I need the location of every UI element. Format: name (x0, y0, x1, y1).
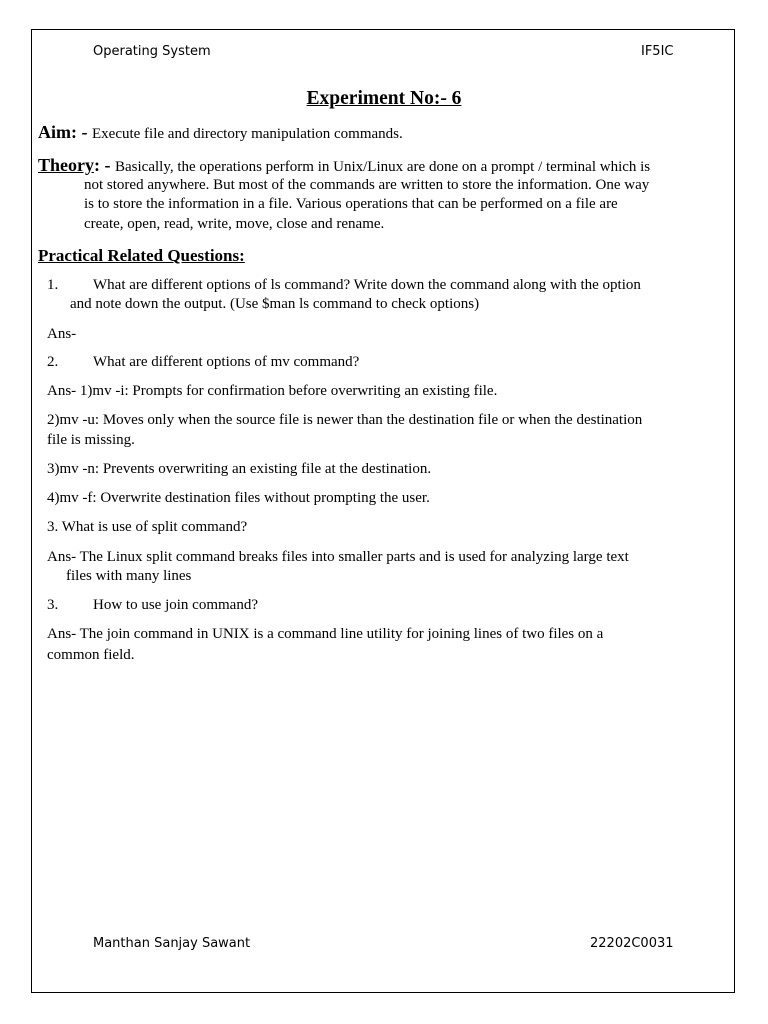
aim-paragraph (38, 123, 403, 145)
q3-text: 3. What is use of split command? (47, 519, 248, 535)
section-heading: Practical Related Questions: (38, 246, 245, 265)
q4-answer-line-1: Ans- The join command in UNIX is a command line utility for joining lines of two files on a (47, 626, 604, 642)
theory-line-1 (38, 156, 650, 178)
footer-student-name: Manthan Sanjay Sawant (93, 936, 251, 951)
q4-answer-line-2: common field. (47, 647, 135, 663)
q2-answer-4: 4)mv -f: Overwrite destination files without prompting the user. (47, 490, 430, 506)
theory-text-4: create, open, read, write, move, close and rename. (84, 216, 385, 232)
aim-dash: - (77, 122, 92, 142)
header-subject: Operating System (93, 44, 211, 59)
page-title: Experiment No:- 6 (306, 88, 462, 109)
q2-answer-2-line-1: 2)mv -u: Moves only when the source file is newer than the destination file or when the destination (47, 412, 643, 428)
theory-text-3: is to store the information in a file. Various operations that can be performed on a file are (84, 196, 618, 212)
theory-text-1: Basically, the operations perform in Unix/Linux are done on a prompt / terminal which is (115, 159, 651, 175)
q3-answer-line-1: Ans- The Linux split command breaks files into smaller parts and is used for analyzing large text (47, 549, 629, 565)
q2-answer-1: Ans- 1)mv -i: Prompts for confirmation before overwriting an existing file. (47, 383, 498, 399)
q1-text-1: What are different options of ls command? Write down the command along with the option (93, 277, 641, 293)
theory-suffix: : - (94, 155, 115, 175)
q2-answer-2-line-2: file is missing. (47, 432, 135, 448)
aim-text: Execute file and directory manipulation commands. (92, 126, 403, 142)
q4-number: 3. (47, 597, 59, 613)
footer-enrollment-number: 22202C0031 (590, 936, 674, 951)
header-class-code: IF5IC (641, 44, 674, 59)
q2-number: 2. (47, 354, 59, 370)
q2-answer-3: 3)mv -n: Prevents overwriting an existing file at the destination. (47, 461, 432, 477)
theory-text-2: not stored anywhere. But most of the commands are written to store the information. One way (84, 177, 650, 193)
q3-answer-line-2: files with many lines (66, 568, 192, 584)
q2-text: What are different options of mv command? (93, 354, 360, 370)
q4-text: How to use join command? (93, 597, 258, 613)
theory-label: Theory (38, 155, 94, 175)
q1-text-2: and note down the output. (Use $man ls command to check options) (70, 296, 480, 312)
q1-number: 1. (47, 277, 59, 293)
aim-label: Aim: (38, 122, 77, 142)
q1-answer: Ans- (47, 326, 77, 342)
